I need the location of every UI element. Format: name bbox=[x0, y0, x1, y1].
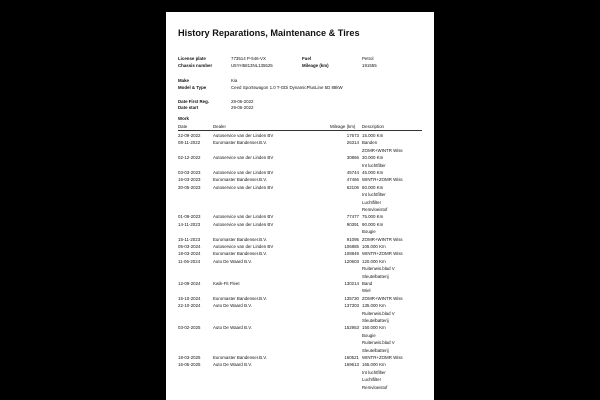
date-first-reg-value: 28-06-2022 bbox=[231, 99, 254, 104]
cell-date: 11-06-2024 bbox=[178, 258, 201, 264]
cell-date: 15-10-2024 bbox=[178, 295, 201, 301]
cell-mileage: 160521 bbox=[344, 355, 359, 360]
cell-dealer: Kwik-Fit Fleet bbox=[213, 281, 240, 286]
cell-description: WINTR+ZOMR Wiss bbox=[362, 177, 403, 183]
cell-dealer: Auto De Waard B.V. bbox=[213, 325, 252, 331]
cell-description: 90.000 Km bbox=[362, 221, 384, 227]
cell-description: Wiel bbox=[362, 288, 371, 294]
make-value: Kia bbox=[231, 78, 238, 83]
cell-date: 14-11-2023 bbox=[178, 221, 201, 227]
cell-description: Bougie bbox=[362, 332, 376, 338]
cell-dealer: Euromaster Bandenser.B.V. bbox=[213, 251, 268, 257]
cell-description: 120.000 Km bbox=[362, 258, 386, 264]
fuel-label: Fuel bbox=[302, 56, 312, 61]
cell-description: Remvloeistof bbox=[362, 207, 388, 212]
document-page bbox=[166, 12, 434, 400]
cell-description: Sleutelbatterij bbox=[362, 273, 389, 279]
cell-description: Ruitenwis.blad V bbox=[362, 266, 395, 272]
cell-description: 30.000 Km bbox=[362, 155, 384, 161]
cell-description: ZOMR+WINTR Wiss bbox=[362, 295, 403, 301]
cell-date: 18-03-2025 bbox=[178, 355, 201, 360]
cell-mileage: 45744 bbox=[346, 170, 359, 175]
mileage-label: Mileage (km) bbox=[302, 63, 329, 68]
cell-description: Ruitenwis.blad V bbox=[362, 310, 395, 316]
cell-description: ZOMR+WINTR Wiss bbox=[362, 147, 403, 153]
work-heading: Work bbox=[178, 116, 189, 121]
cell-mileage: 26314 bbox=[346, 140, 359, 146]
cell-description: Banden bbox=[362, 140, 378, 146]
cell-description: Int luchtfilter bbox=[362, 192, 386, 198]
cell-description: Ruitenwis.blad V bbox=[362, 340, 395, 346]
cell-dealer: Euromaster Bandenser.B.V. bbox=[213, 355, 268, 360]
license-plate-value: 773514 P-546-VX bbox=[231, 56, 266, 61]
fuel-value: Petrol bbox=[362, 56, 374, 61]
cell-dealer: Autoservice van der Linden BV bbox=[213, 133, 274, 138]
cell-mileage: 30866 bbox=[346, 155, 359, 161]
cell-date: 08-11-2022 bbox=[178, 140, 201, 146]
col-date-header: Date bbox=[178, 124, 188, 129]
make-label: Make bbox=[178, 78, 189, 83]
cell-dealer: Euromaster Bandenser.B.V. bbox=[213, 177, 268, 183]
chassis-value: U5YH5813NL135525 bbox=[231, 63, 273, 68]
cell-description: WINTR+ZOMR Wiss bbox=[362, 251, 403, 257]
cell-description: Remvloeistof bbox=[362, 384, 388, 390]
cell-date: 05-03-2024 bbox=[178, 244, 201, 249]
cell-mileage: 62106 bbox=[346, 184, 359, 190]
mileage-value: 191555 bbox=[362, 63, 377, 68]
cell-description: Sleutelbatterij bbox=[362, 347, 389, 353]
cell-description: Bougie bbox=[362, 229, 376, 235]
header-divider bbox=[178, 130, 422, 131]
cell-description: 135.000 Km bbox=[362, 303, 386, 309]
cell-description: 60.000 Km bbox=[362, 184, 384, 190]
cell-dealer: Autoservice van der Linden BV bbox=[213, 155, 274, 161]
cell-date: 03-03-2023 bbox=[178, 170, 201, 175]
cell-description: WINTR+ZOMR Wiss bbox=[362, 355, 403, 360]
date-first-reg-label: Date First Reg. bbox=[178, 99, 209, 104]
model-value: Ceed Sportswagon 1.0 T-GDi DynamicPlusLine 5D 88kW bbox=[231, 85, 343, 90]
cell-mileage: 152953 bbox=[344, 325, 359, 331]
cell-date: 22-09-2022 bbox=[178, 133, 201, 138]
cell-description: ZOMR+WINTR Wiss bbox=[362, 236, 403, 242]
cell-dealer: Autoservice van der Linden BV bbox=[213, 170, 274, 175]
cell-description: 15.000 Km bbox=[362, 133, 384, 138]
cell-mileage: 169613 bbox=[344, 362, 359, 368]
cell-description: 75.000 Km bbox=[362, 214, 384, 220]
cell-dealer: Euromaster Bandenser.B.V. bbox=[213, 295, 268, 301]
cell-dealer: Auto De Waard B.V. bbox=[213, 362, 252, 368]
cell-dealer: Autoservice van der Linden BV bbox=[213, 221, 274, 227]
cell-mileage: 77477 bbox=[346, 214, 359, 220]
cell-date: 03-02-2025 bbox=[178, 325, 201, 331]
cell-date: 18-03-2024 bbox=[178, 251, 201, 257]
cell-description: Luchtfilter bbox=[362, 199, 382, 205]
cell-description: Int luchtfilter bbox=[362, 162, 386, 168]
cell-mileage: 135730 bbox=[344, 295, 359, 301]
cell-dealer: Autoservice van der Linden BV bbox=[213, 184, 274, 190]
cell-dealer: Auto De Waard B.V. bbox=[213, 303, 252, 309]
cell-description: Luchtfilter bbox=[362, 377, 382, 383]
cell-description: 165.000 Km bbox=[362, 362, 386, 368]
date-start-value: 29-06-2022 bbox=[231, 105, 254, 110]
cell-mileage: 137303 bbox=[344, 303, 359, 309]
cell-date: 15-11-2023 bbox=[178, 236, 201, 242]
page-title: History Reparations, Maintenance & Tires bbox=[178, 28, 360, 38]
cell-dealer: Auto De Waard B.V. bbox=[213, 258, 252, 264]
cell-description: Int luchtfilter bbox=[362, 369, 386, 375]
cell-mileage: 130214 bbox=[344, 281, 359, 286]
cell-mileage: 91095 bbox=[346, 236, 359, 242]
cell-description: Band bbox=[362, 281, 373, 286]
cell-description: 45.000 Km bbox=[362, 170, 384, 175]
chassis-label: Chassis number bbox=[178, 63, 213, 68]
cell-mileage: 47466 bbox=[346, 177, 359, 183]
cell-description: 105.000 Km bbox=[362, 244, 386, 249]
cell-dealer: Autoservice van der Linden BV bbox=[213, 214, 274, 220]
model-label: Model & Type bbox=[178, 85, 207, 90]
cell-mileage: 17673 bbox=[346, 133, 359, 138]
col-dealer-header: Dealer bbox=[213, 124, 226, 129]
cell-date: 02-12-2022 bbox=[178, 155, 201, 161]
cell-description: Sleutelbatterij bbox=[362, 318, 389, 323]
license-plate-label: License plate bbox=[178, 56, 206, 61]
date-start-label: Date start bbox=[178, 105, 199, 110]
cell-description: 150.000 Km bbox=[362, 325, 386, 331]
cell-dealer: Euromaster Bandenser.B.V. bbox=[213, 236, 268, 242]
cell-date: 01-09-2023 bbox=[178, 214, 201, 220]
cell-date: 16-05-2025 bbox=[178, 362, 201, 368]
cell-date: 30-05-2023 bbox=[178, 184, 201, 190]
cell-mileage: 106885 bbox=[344, 244, 359, 249]
cell-dealer: Euromaster Bandenser.B.V. bbox=[213, 140, 268, 146]
col-description-header: Description bbox=[362, 124, 384, 129]
cell-mileage: 108849 bbox=[344, 251, 359, 257]
cell-date: 16-03-2023 bbox=[178, 177, 201, 183]
cell-mileage: 120603 bbox=[344, 258, 359, 264]
cell-dealer: Autoservice van der Linden BV bbox=[213, 244, 274, 249]
col-mileage-header: Mileage (km) bbox=[330, 124, 356, 129]
cell-date: 22-10-2024 bbox=[178, 303, 201, 309]
cell-date: 12-09-2024 bbox=[178, 281, 201, 286]
cell-mileage: 90391 bbox=[346, 221, 359, 227]
